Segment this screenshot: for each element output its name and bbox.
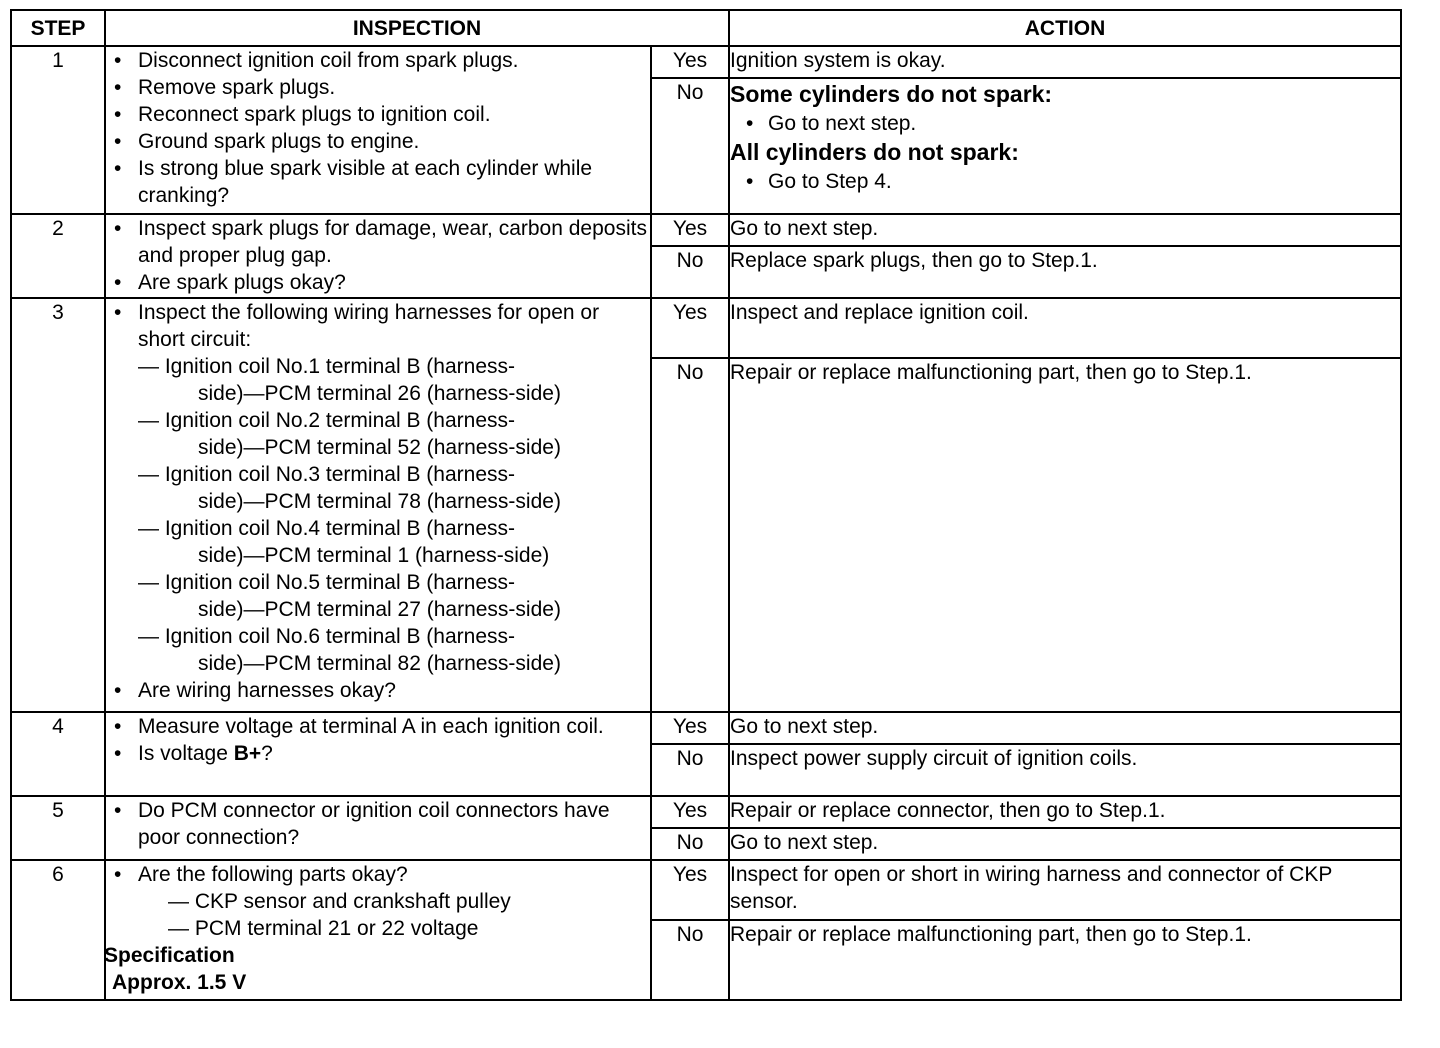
no-label: No bbox=[651, 358, 729, 712]
yes-label: Yes bbox=[651, 46, 729, 78]
troubleshooting-table bbox=[10, 9, 1402, 1001]
inspection-item: • Are spark plugs okay? bbox=[138, 269, 650, 296]
table-row bbox=[11, 298, 1401, 358]
part-item: — CKP sensor and crankshaft pulley bbox=[168, 890, 511, 913]
table-row bbox=[11, 214, 1401, 246]
yes-action: Inspect for open or short in wiring harness and connector of CKP sensor. bbox=[729, 860, 1401, 920]
yes-label: Yes bbox=[651, 214, 729, 246]
action-heading: All cylinders do not spark: bbox=[730, 139, 1019, 165]
yes-action: Repair or replace connector, then go to Step.1. bbox=[729, 796, 1401, 828]
no-action: Inspect power supply circuit of ignition coils. bbox=[729, 744, 1401, 796]
no-label: No bbox=[651, 920, 729, 1000]
circuit-line: — Ignition coil No.4 terminal B (harness- bbox=[138, 517, 515, 540]
no-action bbox=[729, 78, 1401, 214]
yes-label: Yes bbox=[651, 298, 729, 358]
inspection-item: • Measure voltage at terminal A in each ignition coil. bbox=[138, 713, 650, 740]
circuit-line: — Ignition coil No.6 terminal B (harness- bbox=[138, 625, 515, 648]
inspection-item bbox=[138, 740, 650, 767]
step-number: 4 bbox=[11, 712, 105, 796]
circuit-line: — Ignition coil No.2 terminal B (harness- bbox=[138, 409, 515, 432]
circuit-item bbox=[138, 623, 650, 677]
step-number: 5 bbox=[11, 796, 105, 860]
question-text: Is voltage bbox=[138, 742, 234, 765]
header-action: ACTION bbox=[729, 10, 1401, 46]
header-step: STEP bbox=[11, 10, 105, 46]
circuit-item bbox=[138, 515, 650, 569]
circuit-line: side)—PCM terminal 52 (harness-side) bbox=[198, 436, 561, 459]
inspection-item bbox=[138, 299, 650, 677]
table-row bbox=[11, 46, 1401, 78]
circuit-line: side)—PCM terminal 78 (harness-side) bbox=[198, 490, 561, 513]
inspection-item: • Disconnect ignition coil from spark plugs. bbox=[138, 47, 650, 74]
no-action: Repair or replace malfunctioning part, then go to Step.1. bbox=[729, 358, 1401, 712]
step-number: 3 bbox=[11, 298, 105, 712]
inspection-item: • Is strong blue spark visible at each cylinder while cranking? bbox=[138, 155, 650, 209]
spec-value: Approx. 1.5 V bbox=[112, 971, 247, 994]
action-heading: Some cylinders do not spark: bbox=[730, 81, 1053, 107]
no-label: No bbox=[651, 78, 729, 214]
inspection-cell bbox=[105, 860, 651, 1000]
circuit-line: side)—PCM terminal 1 (harness-side) bbox=[198, 544, 550, 567]
inspection-item: • Do PCM connector or ignition coil connectors have poor connection? bbox=[138, 797, 650, 851]
inspection-intro: Inspect the following wiring harnesses for open or short circuit: bbox=[138, 301, 600, 351]
header-inspection: INSPECTION bbox=[105, 10, 729, 46]
spec-label: Specification bbox=[104, 944, 235, 967]
circuit-line: side)—PCM terminal 26 (harness-side) bbox=[198, 382, 561, 405]
inspection-cell bbox=[105, 214, 651, 298]
question-bold: B+ bbox=[233, 742, 262, 765]
step-number: 1 bbox=[11, 46, 105, 214]
circuit-line: — Ignition coil No.1 terminal B (harness- bbox=[138, 355, 515, 378]
parts-list bbox=[138, 888, 650, 942]
no-label: No bbox=[651, 246, 729, 298]
header-row bbox=[11, 10, 1401, 46]
no-label: No bbox=[651, 744, 729, 796]
step-number: 2 bbox=[11, 214, 105, 298]
inspection-cell bbox=[105, 712, 651, 796]
inspection-item: • Are wiring harnesses okay? bbox=[138, 677, 650, 704]
inspection-item: • Ground spark plugs to engine. bbox=[138, 128, 650, 155]
inspection-item bbox=[138, 861, 650, 942]
table-row bbox=[11, 860, 1401, 920]
step-number: 6 bbox=[11, 860, 105, 1000]
no-label: No bbox=[651, 828, 729, 860]
circuit-item bbox=[138, 461, 650, 515]
table-row bbox=[11, 796, 1401, 828]
yes-action: Ignition system is okay. bbox=[729, 46, 1401, 78]
no-action: Replace spark plugs, then go to Step.1. bbox=[729, 246, 1401, 298]
inspection-question: Are the following parts okay? bbox=[138, 863, 408, 886]
circuit-line: — Ignition coil No.3 terminal B (harness- bbox=[138, 463, 515, 486]
inspection-cell bbox=[105, 46, 651, 214]
yes-label: Yes bbox=[651, 796, 729, 828]
inspection-cell bbox=[105, 298, 651, 712]
yes-label: Yes bbox=[651, 712, 729, 744]
circuit-line: side)—PCM terminal 27 (harness-side) bbox=[198, 598, 561, 621]
no-action: Go to next step. bbox=[729, 828, 1401, 860]
yes-label: Yes bbox=[651, 860, 729, 920]
circuit-line: — Ignition coil No.5 terminal B (harness- bbox=[138, 571, 515, 594]
circuit-item bbox=[138, 407, 650, 461]
no-action: Repair or replace malfunctioning part, then go to Step.1. bbox=[729, 920, 1401, 1000]
yes-action: Inspect and replace ignition coil. bbox=[729, 298, 1401, 358]
circuit-item bbox=[138, 569, 650, 623]
inspection-cell bbox=[105, 796, 651, 860]
table-row bbox=[11, 712, 1401, 744]
circuit-item bbox=[138, 353, 650, 407]
question-suffix: ? bbox=[261, 742, 273, 765]
action-item: • Go to next step. bbox=[768, 110, 1400, 137]
part-item: — PCM terminal 21 or 22 voltage bbox=[168, 917, 479, 940]
inspection-item: • Reconnect spark plugs to ignition coil. bbox=[138, 101, 650, 128]
circuit-list bbox=[138, 353, 650, 677]
action-item: • Go to Step 4. bbox=[768, 168, 1400, 195]
circuit-line: side)—PCM terminal 82 (harness-side) bbox=[198, 652, 561, 675]
yes-action: Go to next step. bbox=[729, 712, 1401, 744]
inspection-item: • Remove spark plugs. bbox=[138, 74, 650, 101]
yes-action: Go to next step. bbox=[729, 214, 1401, 246]
inspection-item: • Inspect spark plugs for damage, wear, carbon deposits and proper plug gap. bbox=[138, 215, 650, 269]
